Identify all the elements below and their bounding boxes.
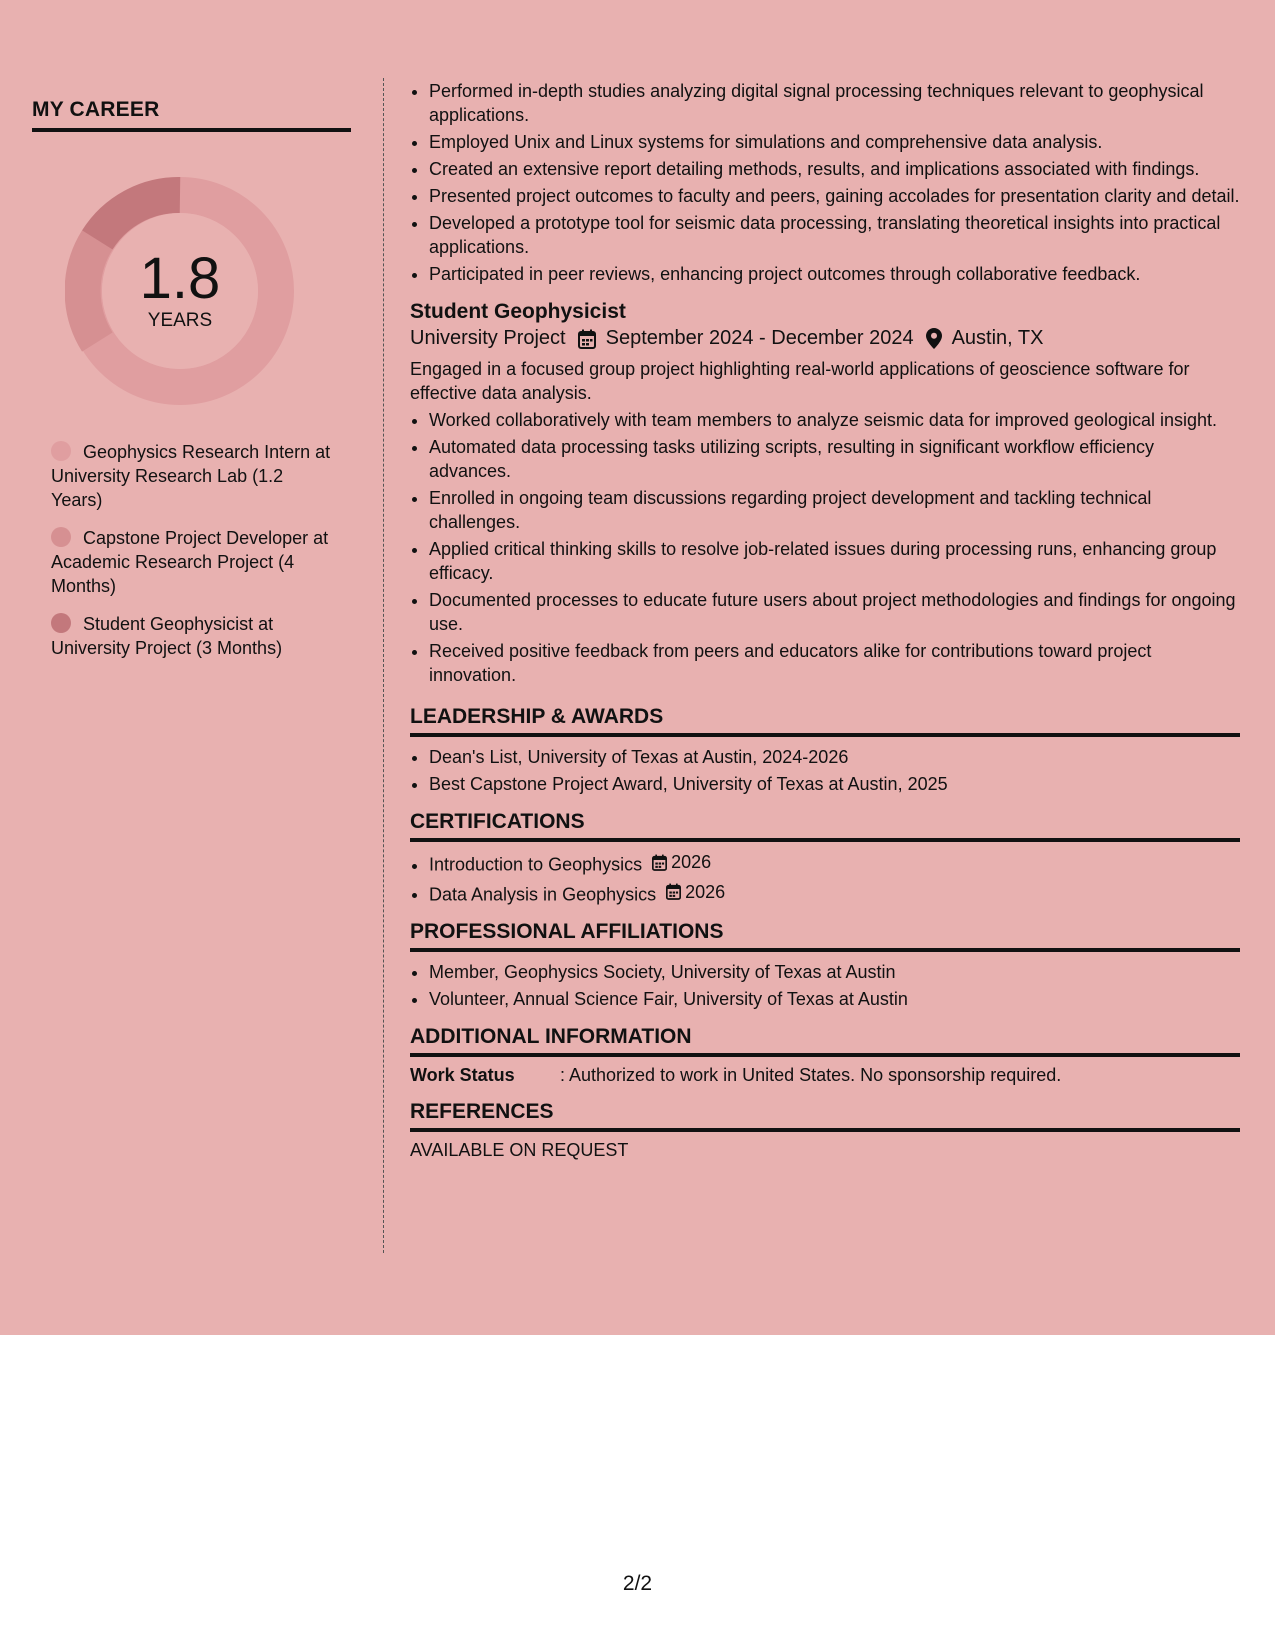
legend-item bbox=[51, 526, 336, 598]
list-item: • Created an extensive report detailing methods, results, and implications associated with findings. bbox=[429, 157, 1240, 181]
job-dates: September 2024 - December 2024 bbox=[605, 327, 914, 349]
job-company: University Project bbox=[410, 327, 566, 349]
cert-name: Introduction to Geophysics bbox=[429, 854, 643, 875]
donut-center bbox=[65, 176, 295, 406]
certifications-list bbox=[410, 850, 1240, 906]
section-title: CERTIFICATIONS bbox=[410, 810, 1240, 842]
references-text: AVAILABLE ON REQUEST bbox=[410, 1140, 629, 1160]
affiliations-section bbox=[410, 920, 1240, 1011]
main-content bbox=[410, 79, 1240, 1161]
section-title: LEADERSHIP & AWARDS bbox=[410, 705, 1240, 737]
list-item: • Documented processes to educate future users about project methodologies and findings for ongoing use. bbox=[429, 588, 1240, 636]
legend-dot bbox=[51, 613, 71, 633]
job-bullets bbox=[410, 408, 1240, 687]
awards-section bbox=[410, 705, 1240, 796]
additional-info-section bbox=[410, 1025, 1240, 1086]
list-item: • Performed in-depth studies analyzing digital signal processing techniques relevant to geophysical applications. bbox=[429, 79, 1240, 127]
job-title: Student Geophysicist bbox=[410, 300, 626, 323]
legend-dot bbox=[51, 441, 71, 461]
section-title: REFERENCES bbox=[410, 1100, 1240, 1132]
list-item bbox=[429, 880, 1240, 907]
page-number: 2/2 bbox=[622, 1572, 653, 1595]
cert-date bbox=[652, 850, 711, 874]
list-item: • Employed Unix and Linux systems for simulations and comprehensive data analysis. bbox=[429, 130, 1240, 154]
affiliations-list bbox=[410, 960, 1240, 1011]
legend-item bbox=[51, 612, 336, 660]
awards-list bbox=[410, 745, 1240, 796]
section-title: ADDITIONAL INFORMATION bbox=[410, 1025, 1240, 1057]
column-divider bbox=[383, 78, 384, 1253]
total-years-unit: YEARS bbox=[147, 310, 213, 331]
section-title: PROFESSIONAL AFFILIATIONS bbox=[410, 920, 1240, 952]
cert-year: 2026 bbox=[685, 881, 726, 902]
map-pin-icon bbox=[926, 328, 942, 349]
certifications-section bbox=[410, 810, 1240, 906]
legend-label: Geophysics Research Intern at University Research Lab (1.2 Years) bbox=[51, 442, 331, 510]
list-item: • Applied critical thinking skills to resolve job-related issues during processing runs, enhancing group efficacy. bbox=[429, 537, 1240, 585]
list-item bbox=[429, 850, 1240, 877]
career-legend bbox=[32, 440, 351, 660]
list-item: • Presented project outcomes to faculty and peers, gaining accolades for presentation clarity and detail. bbox=[429, 184, 1240, 208]
job-description: Engaged in a focused group project highlighting real-world applications of geoscience software for effective data analysis. bbox=[410, 359, 1190, 403]
list-item: • Worked collaboratively with team members to analyze seismic data for improved geological insight. bbox=[429, 408, 1240, 432]
legend-dot bbox=[51, 527, 71, 547]
list-item: • Automated data processing tasks utilizing scripts, resulting in significant workflow efficiency advances. bbox=[429, 435, 1240, 483]
list-item: • Best Capstone Project Award, University of Texas at Austin, 2025 bbox=[429, 772, 1240, 796]
list-item: • Participated in peer reviews, enhancing project outcomes through collaborative feedback. bbox=[429, 262, 1240, 286]
list-item: • Enrolled in ongoing team discussions regarding project development and tackling technical challenges. bbox=[429, 486, 1240, 534]
list-item: • Dean's List, University of Texas at Austin, 2024-2026 bbox=[429, 745, 1240, 769]
career-section-title: MY CAREER bbox=[32, 98, 351, 132]
calendar-icon bbox=[652, 854, 667, 871]
previous-job-bullets bbox=[410, 79, 1240, 286]
cert-date bbox=[666, 880, 725, 904]
job-meta bbox=[410, 327, 1240, 350]
list-item: • Received positive feedback from peers and educators alike for contributions toward project innovation. bbox=[429, 639, 1240, 687]
list-item: • Developed a prototype tool for seismic data processing, translating theoretical insights into practical applications. bbox=[429, 211, 1240, 259]
career-donut-chart bbox=[65, 176, 295, 406]
list-item: • Member, Geophysics Society, University of Texas at Austin bbox=[429, 960, 1240, 984]
cert-name: Data Analysis in Geophysics bbox=[429, 884, 657, 904]
work-status-row bbox=[410, 1065, 1240, 1086]
total-years-value: 1.8 bbox=[139, 246, 221, 311]
calendar-icon bbox=[666, 883, 681, 900]
job-location: Austin, TX bbox=[951, 327, 1044, 349]
career-sidebar bbox=[32, 98, 351, 674]
work-status-value: : Authorized to work in United States. No sponsorship required. bbox=[560, 1065, 1062, 1085]
legend-label: Capstone Project Developer at Academic Research Project (4 Months) bbox=[51, 528, 329, 596]
calendar-icon bbox=[578, 329, 596, 349]
legend-label: Student Geophysicist at University Project (3 Months) bbox=[51, 614, 283, 658]
references-section bbox=[410, 1100, 1240, 1161]
work-status-label: Work Status bbox=[410, 1065, 515, 1085]
cert-year: 2026 bbox=[671, 852, 712, 872]
legend-item bbox=[51, 440, 336, 512]
list-item: • Volunteer, Annual Science Fair, University of Texas at Austin bbox=[429, 987, 1240, 1011]
